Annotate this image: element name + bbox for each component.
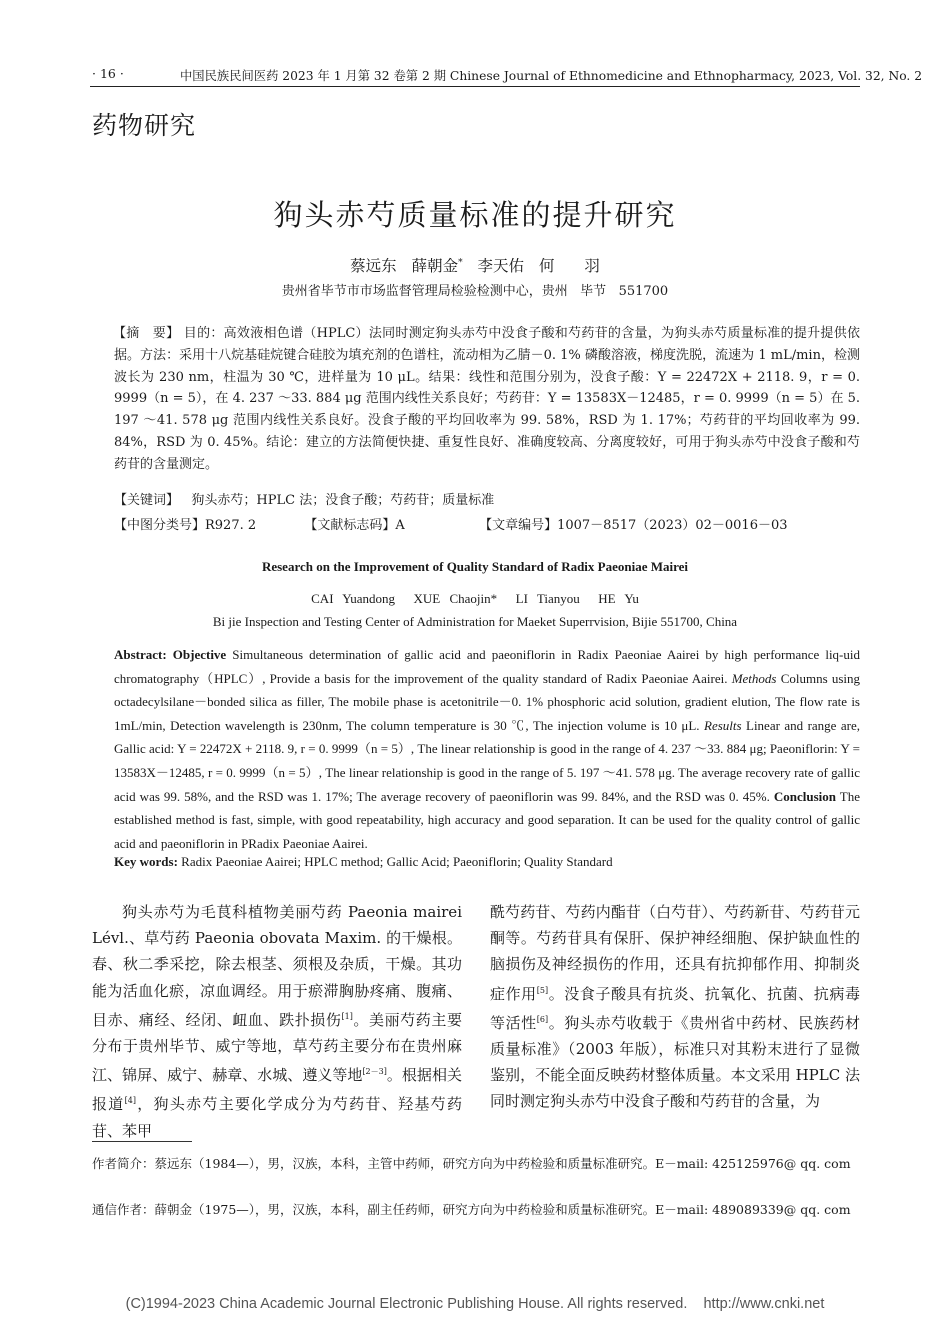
keywords-zh <box>114 489 860 508</box>
body-text: 。没食子酸具有抗炎、抗氧化、抗菌、抗病毒等活性 <box>490 984 860 1032</box>
author-list <box>0 254 950 276</box>
english-affiliation: Bi jie Inspection and Testing Center of Administration for Maeket Superrvision, Bijie 551700, China <box>212 614 738 629</box>
conclusion-label: Conclusion <box>773 788 836 804</box>
conclusion-text: The established method is fast, simple, with good repeatability, high accuracy and good separation. It can be used for the quality control of gallic acid and paeoniflorin in PRadix Paeoniae Aairei. <box>114 788 861 851</box>
corresponding-mark: * <box>458 257 463 268</box>
body-text: 狗头赤芍为毛茛科植物美丽芍药 Paeonia mairei Lévl.、草芍药 Paeonia obovata Maxim. 的干燥根。春、秋二季采挖，除去根茎、须根及杂质，干燥。其功能为活血化瘀，凉血调经。用于瘀滞胸胁疼痛、腹痛、目赤、痛经、经闭、衄血、跌扑损伤 <box>92 903 462 1029</box>
methods-text: Columns using octadecylsilane－bonded silica as filler, The mobile phase is acetonitrile－0. 1% phosphoric acid solution, gradient elution, The flow rate is 1mL/min, Detection wavelength is 230nm, The column temperature is 30 ℃, The injection volume is 10 μL. <box>114 670 861 733</box>
keywords-en-label: Key words: <box>114 854 178 869</box>
keywords-en <box>114 854 860 870</box>
footnote-rule <box>92 1141 192 1142</box>
affiliation: 贵州省毕节市市场监督管理局检验检测中心，贵州 毕节 551700 <box>281 284 669 299</box>
article-number: 【文章编号】1007－8517（2023）02－0016－03 <box>479 518 788 533</box>
abstract-zh-text: 目的：高效液相色谱（HPLC）法同时测定狗头赤芍中没食子酸和芍药苷的含量，为狗头赤芍质量标准的提升提供依据。方法：采用十八烷基硅烷键合硅胶为填充剂的色谱柱，流动相为乙腈－0. 1% 磷酸溶液，梯度洗脱，流速为 1 mL/min，检测波长为 230 nm，柱温为 30 ℃，进样量为 10 μL。结果：线性和范围分别为，没食子酸：Y = 22472X + 2118. 9，r = 0. 9999（n = 5），在 4. 237 ～33. 884 μg 范围内线性关系良好；芍药苷：Y = 13583X－12485，r = 0. 9999（n = 5）在 5. 197 ～41. 578 μg 范围内线性关系良好。没食子酸的平均回收率为 99. 58%，RSD 为 1. 17%；芍药苷的平均回收率为 99. 84%，RSD 为 0. 45%。结论：建立的方法简便快捷、重复性良好、准确度较高、分离度较好，可用于狗头赤芍中没食子酸和芍药苷的含量测定。 <box>114 326 860 472</box>
body-column-left <box>92 899 462 1144</box>
english-title: Research on the Improvement of Quality Standard of Radix Paeoniae Mairei <box>261 559 689 574</box>
abstract-en-label: Abstract: <box>114 647 167 662</box>
objective-text: Simultaneous determination of gallic acid and paeoniflorin in Radix Paeoniae Aairei by high performance liq-uid chromatography（HPLC）, Provide a basis for the improvement of the quality standard of Radix Paeoniae Aairei. <box>114 647 860 686</box>
citation-ref: [1] <box>341 1011 353 1021</box>
objective-label: Objective <box>172 647 227 662</box>
header-rule <box>90 86 860 87</box>
page-number: · 16 · <box>92 66 124 81</box>
document-code: 【文献标志码】A <box>304 518 405 533</box>
author-name: 薛朝金 <box>411 257 459 275</box>
abstract-zh-label: 【摘 要】 <box>113 326 180 341</box>
keywords-zh-text: 狗头赤芍；HPLC 法；没食子酸；芍药苷；质量标准 <box>191 493 495 508</box>
english-authors: CAI Yuandong XUE Chaojin* LI Tianyou HE Yu <box>311 591 639 606</box>
keywords-en-text: Radix Paeoniae Aairei; HPLC method; Gallic Acid; Paeoniflorin; Quality Standard <box>181 854 613 869</box>
abstract-zh <box>114 323 860 476</box>
classification-line <box>114 514 860 533</box>
journal-header: 中国民族民间医药 2023 年 1 月第 32 卷第 2 期 Chinese Journal of Ethnomedicine and Ethnopharmacy, 2023, Vol. 32, No. 2 <box>180 69 923 83</box>
copyright-notice: (C)1994-2023 China Academic Journal Electronic Publishing House. All rights reserved. http://www.cnki.net <box>125 1296 825 1312</box>
section-heading: 药物研究 <box>92 111 197 140</box>
results-label: Results <box>704 717 742 733</box>
author-name: 李天佑 <box>477 257 525 275</box>
corresponding-author-footnote: 通信作者：薛朝金（1975—），男，汉族，本科，副主任药师，研究方向为中药检验和质量标准研究。E－mail: 489089339@ qq. com <box>92 1202 851 1217</box>
results-text: Linear and range are, Gallic acid: Y = 22472X + 2118. 9, r = 0. 9999（n = 5）, The linear relationship is good in the range of 4. 237 ～33. 884 μg; Paeoniflorin: Y = 13583X－12485, r = 0. 9999（n = 5）, The linear relationship is good in the range of 5. 197 ～41. 578 μg. The average recovery rate of gallic acid was 99. 58%, and the RSD was 1. 17%; The average recovery of paeoniflorin was 99. 84%, and the RSD was 0. 45%. <box>114 717 860 804</box>
body-text: 。狗头赤芍收载于《贵州省中药材、民族药材质量标准》（2003 年版），标准只对其粉末进行了显微鉴别，不能全面反映药材整体质量。本文采用 HPLC 法同时测定狗头赤芍中没食子酸和芍药苷的含量，为 <box>490 1013 860 1111</box>
methods-label: Methods <box>731 670 777 686</box>
body-text: 。根据相关报道 <box>92 1066 462 1114</box>
body-text: ，狗头赤芍主要化学成分为芍药苷、羟基芍药苷、苯甲 <box>92 1095 462 1140</box>
abstract-en <box>114 643 860 855</box>
clc-number: 【中图分类号】R927. 2 <box>114 518 257 533</box>
body-text: 。美丽芍药主要分布于贵州毕节、威宁等地，草芍药主要分布在贵州麻江、锦屏、威宁、赫章、水城、遵义等地 <box>92 1010 462 1085</box>
body-text: 酰芍药苷、芍药内酯苷（白芍苷）、芍药新苷、芍药苷元酮等。芍药苷具有保肝、保护神经细胞、保护缺血性的脑损伤及神经损伤的作用，还具有抗抑郁作用、抑制炎症作用 <box>490 903 860 1003</box>
author-name: 蔡远东 <box>350 257 397 275</box>
author-intro-footnote: 作者简介：蔡远东（1984—），男，汉族，本科，主管中药师，研究方向为中药检验和质量标准研究。E－mail: 425125976@ qq. com <box>92 1156 851 1171</box>
author-name: 何 羽 <box>539 257 600 275</box>
body-column-right <box>490 899 860 1115</box>
paper-title: 狗头赤芍质量标准的提升研究 <box>273 198 677 232</box>
citation-ref: [4] <box>124 1096 136 1106</box>
keywords-zh-label: 【关键词】 <box>114 493 180 508</box>
citation-ref: [2－3] <box>362 1067 387 1077</box>
citation-ref: [5] <box>536 985 549 995</box>
citation-ref: [6] <box>536 1014 549 1024</box>
